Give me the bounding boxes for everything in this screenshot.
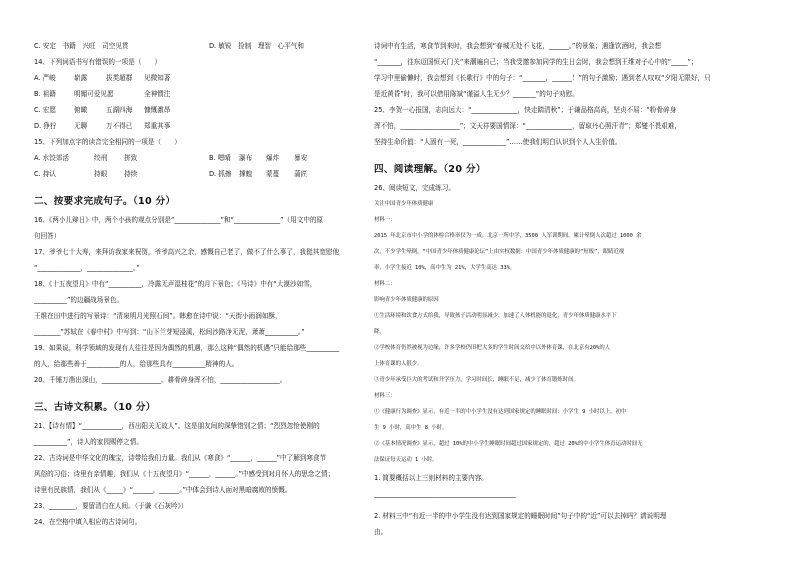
q15-stem: 15、下列加点字的读音完全相同的一项是（ ） [34, 138, 181, 146]
passage-title: 关注中国青少年体质健康 [374, 201, 434, 207]
material-3-label: 材料三： [374, 393, 396, 399]
q18-line4: ________”苏轼在《春中村》中写到：“山下兰芽短浸溪，松间沙路净无泥，萧萧__________。” [34, 328, 305, 336]
q26-stem: 26、阅读短文，完成练习。 [374, 184, 455, 192]
material-2-item1: ①生活环境和饮食方式给我，导致孩子活动明显减少，加速了人体机能的退化，青少年体质健康水平下 [374, 313, 617, 319]
question-2-line1: 2. 材料三中“有近一半的中小学生没有达到国家规定的睡眠时间”句子中的“近”可以去掉吗？请说明理 [374, 512, 667, 520]
material-2-label: 材料二： [374, 281, 396, 287]
material-3-item1: ①《健康行为调查》显示，有近一半的中小学生没有达到国家规定的睡眠时间：小学生 9 小时以上，初中 [374, 409, 627, 415]
material-1-line1: 2015 年北京市中小学的体检合格率仅为一成。北京一所中学，3500 人军训期间，累计晕倒人次超过 1000 余 [374, 233, 642, 239]
q24-line2: “_______，往东迈国恒天门关”来潮遍自己；当我受邀参加同学的生日会时，我会想到王维对子心中的“_____”； [374, 58, 698, 66]
q20: 20、千锤万凿出深山，__________________。耕骨碎身浑不怕，__________________。 [34, 376, 287, 384]
material-3-item2: ②《基本情况调查》显示，超过 10%的中小学生睡眠时间超过国家规定的，超过 20%的中小学生体育运动时间无 [374, 441, 643, 447]
material-2-item1-cont: 降。 [374, 329, 385, 335]
material-3-item2-cont: 法保证每天运动 1 小时。 [374, 457, 438, 463]
q13-option-d: D. 敏锐 捡制 理智 心平气和 [209, 42, 304, 50]
q17-line1: 17、爷爷七十大寿，来拜访我家来祝贺，爷爷高兴之余，感慨自己老了，做不了什么事了，我挺其宽慰他 [34, 248, 340, 256]
q25-line1: 25、李贺一心报国，志向远大：“______________，快走踏清秋”；于谦品格高尚，坚贞不屈：“粉骨碎身 [374, 106, 677, 114]
question-2-line2: 由。 [374, 528, 388, 536]
material-1-line2: 次，不少学生晕倒。“中国青少年体质健康论坛”上由实权数据：中国青少年体质健康的“短板”，眼睛近视 [374, 249, 625, 255]
q22-line1: 22、古诗词是中华文化的瑰宝，诗带给我们力量。我们从《寒食》“______，______”中了解到寒食节 [34, 454, 327, 462]
q18-line2: __________”的边疆战场景色。 [34, 296, 124, 304]
q19-line1: 19、如果说，科学领域的发现有人往往是因为偶然的机遇，那么这种“偶然的机遇”只能给那些__________ [34, 344, 340, 352]
material-2-title: 影响青少年体质健康的原因 [374, 297, 439, 303]
material-2-item2-cont: 上体育课的人很少。 [374, 361, 423, 367]
q18-line3: 王维在田中进行的写景诗：“清泉明月光照石间”。韩愈在诗中说：“天街小雨润如酥， [34, 312, 282, 320]
question-1: 1. 简要概括以上三则材料的主要内容。 [374, 474, 488, 482]
q24-line4: 是近黄昏”时，我可以借用陈斌“谨溢人生无少？_______”的句子劝慰。 [374, 90, 579, 98]
material-2-item3: ③青少年承受巨大的考试和升学压力，学习时间长，睡眠不足，减少了体育锻炼时间。 [374, 377, 579, 383]
q16-line2: 句回答） [34, 232, 61, 240]
section-3-title: 三、古诗文积累。（10 分） [34, 402, 156, 413]
q24: 24、在空格中填入相应的古诗词句。 [34, 518, 142, 526]
q18-line1: 18、《十五夜望月》中有“__________，冷露无声湿桂花”的月下景色；《马诗》中有“大漠沙如雪， [34, 280, 317, 288]
q14-stem: 14、下列词语书写有错误的一项是（ ） [34, 58, 162, 66]
section-2-title: 二、按要求完成句子。（10 分） [34, 196, 176, 207]
q25-line2: 浑不怕，__________________”；文天祥要国情深：“______________，留取丹心照汗青”；郑燮不畏艰难， [374, 122, 681, 130]
q22-line2: 风俗的习俗；诗里有亲情趣，我们从《十五夜望月》“______，______。”中感受到对月怀人的思念之情； [34, 470, 335, 478]
material-2-item2: ②学校体育仍然被视为边缘，许多学校仍旧把大多的学生时间交给中以外体育课，在北京有20%的人 [374, 345, 611, 351]
q16-line1: 16、《两小儿辩日》中，两个小孩的观点分别是“______________”和“______________”（用文中的原 [34, 216, 324, 224]
q22-line3: 诗里有民族情，我们从《_____》“______，______。”中体会到诗人面对黑暗腐败的愤慨。 [34, 486, 292, 494]
q17-line2: “_____________，______________。” [34, 264, 140, 272]
q13-option-c: C. 安定 书籍 兴旺 司空见贯 [34, 42, 129, 50]
material-3-item1-cont: 生 9 小时，高中生 8 小时。 [374, 425, 448, 431]
material-1-line3: 率，小学生接近 10%，高中生为 21%，大学生高达 33%。 [374, 265, 516, 271]
q19-line2: 的人，给那些善于__________的人，给那些具有__________精神的人。 [34, 360, 239, 368]
q25-line3: 坚持生命价值：“人固有一死，_____________”……使我们明白认识到个人人生价值。 [374, 138, 622, 146]
q21-line1: 21、【诗有情】“____________，西出阳关无故人”。这是朋友间的深挚惜别之情；“烈烈忽怆使刚的 [34, 422, 320, 430]
material-1-label: 材料一： [374, 217, 396, 223]
q23: 23、________，要留清白在人间。（于谦《石灰吟》） [34, 502, 188, 510]
question-1-answer-line: ___________________________________________ [374, 490, 516, 498]
section-4-title: 四、阅读理解。（20 分） [374, 164, 486, 175]
q24-line1: 诗词中有生活，寒食节到来时，我会想到“春城无处不飞花，______。”的景象；遇逢饮酒时，我会想 [374, 42, 662, 50]
q24-line3: 学习中里偷懒时，我会想到《长歌行》中的句子：“_______，______！”的句子激励；遇到老人叹叹“夕阳无限好，只 [374, 74, 711, 82]
q21-line2: __________”，诗人的家园赐停之情。 [34, 438, 143, 446]
